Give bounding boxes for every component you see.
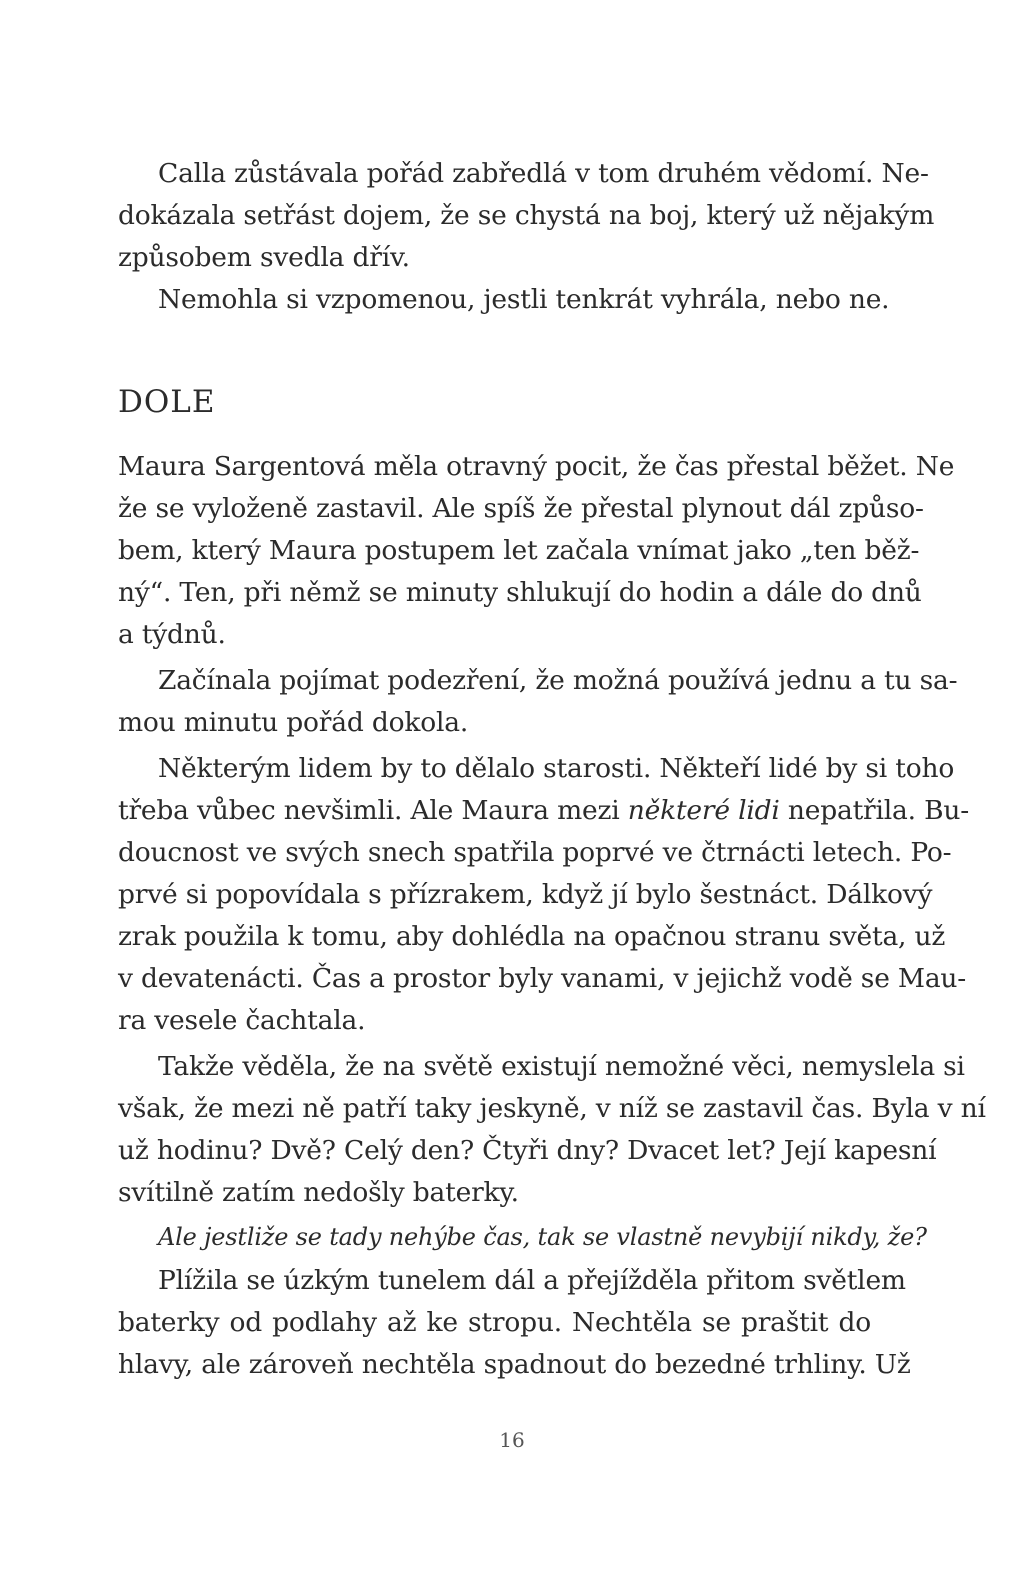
paragraph-line: Některým lidem by to dělalo starosti. Někteří lidé by si toho: [158, 753, 955, 784]
line-text: nepatřila. Bu-: [779, 795, 970, 826]
paragraph-line: prvé si popovídala s přízrakem, když jí bylo šestnáct. Dálkový: [118, 879, 933, 910]
paragraph-line: způsobem svedla dřív.: [118, 242, 410, 273]
paragraph-line: hlavy, ale zároveň nechtěla spadnout do bezedné trhliny. Už: [118, 1349, 911, 1380]
paragraph-line: bem, který Maura postupem let začala vnímat jako „ten běž-: [118, 535, 920, 566]
paragraph-line: Maura Sargentová měla otravný pocit, že čas přestal běžet. Ne: [118, 451, 955, 482]
paragraph-line: Calla zůstávala pořád zabředlá v tom druhém vědomí. Ne-: [158, 158, 929, 189]
paragraph-line: [118, 790, 970, 832]
paragraph-line: Začínala pojímat podezření, že možná používá jednu a tu sa-: [158, 665, 958, 696]
paragraph-line: že se vyloženě zastavil. Ale spíš že přestal plynout dál způso-: [118, 493, 924, 524]
paragraph-line: ný“. Ten, při němž se minuty shlukují do hodin a dále do dnů: [118, 577, 922, 608]
italic-thought-line: Ale jestliže se tady nehýbe čas, tak se vlastně nevybijí nikdy, že?: [158, 1223, 927, 1251]
paragraph-line: zrak použila k tomu, aby dohlédla na opačnou stranu světa, už: [118, 921, 946, 952]
line-text: třeba vůbec nevšimli. Ale Maura mezi: [118, 795, 628, 826]
paragraph-line: baterky od podlahy až ke stropu. Nechtěla se praštit do: [118, 1307, 871, 1338]
paragraph-line: Plížila se úzkým tunelem dál a přejížděla přitom světlem: [158, 1265, 906, 1296]
emphasis-text: některé lidi: [627, 795, 780, 826]
paragraph-line: svítilně zatím nedošly baterky.: [118, 1177, 519, 1208]
paragraph-line: ra vesele čachtala.: [118, 1005, 366, 1036]
paragraph-line: Takže věděla, že na světě existují nemožné věci, nemyslela si: [158, 1051, 965, 1082]
paragraph-line: a týdnů.: [118, 619, 226, 650]
page-number: 16: [499, 1428, 525, 1452]
paragraph-line: doucnost ve svých snech spatřila poprvé ve čtrnácti letech. Po-: [118, 837, 952, 868]
paragraph-line: však, že mezi ně patří taky jeskyně, v níž se zastavil čas. Byla v ní: [118, 1093, 986, 1124]
paragraph-line: v devatenácti. Čas a prostor byly vanami, v jejichž vodě se Mau-: [118, 963, 967, 994]
paragraph-line: mou minutu pořád dokola.: [118, 707, 469, 738]
section-heading: DOLE: [118, 384, 216, 420]
paragraph-line: Nemohla si vzpomenou, jestli tenkrát vyhrála, nebo ne.: [158, 284, 890, 315]
paragraph-line: dokázala setřást dojem, že se chystá na boj, který už nějakým: [118, 200, 935, 231]
paragraph-line: už hodinu? Dvě? Celý den? Čtyři dny? Dvacet let? Její kapesní: [118, 1135, 937, 1166]
